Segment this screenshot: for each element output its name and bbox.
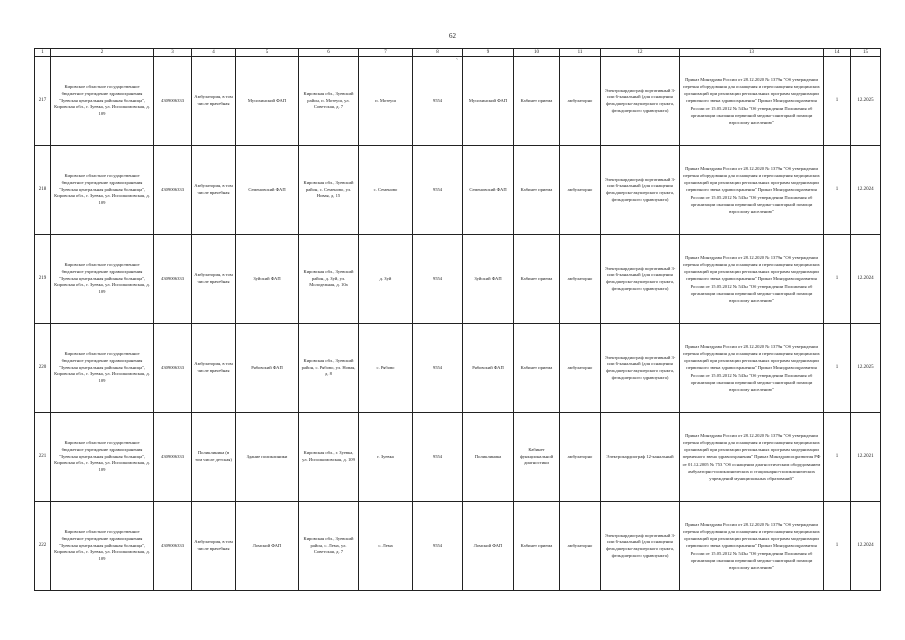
organization-cell: Кировское областное государственное бюджетное учреждение здравоохранения "Зуевская центральная районная больница", Кировская обл., г. Зуевка, ул. Исполкомовская, д. 109 bbox=[51, 502, 154, 591]
column-number: 5 bbox=[236, 49, 299, 57]
organization-cell: Кировское областное государственное бюджетное учреждение здравоохранения "Зуевская центральная районная больница", Кировская обл., г. Зуевка, ул. Исполкомовская, д. 109 bbox=[51, 413, 154, 502]
address-cell: Кировская обл., Зуевский район, п. Мотеуш, ул. Советская, д. 7 bbox=[299, 57, 359, 146]
facility-type-cell: Поликлиника (в том числе детская) bbox=[192, 413, 236, 502]
facility-type-cell: Амбулатория, в том числе врачебная bbox=[192, 146, 236, 235]
basis-cell: Приказ Минздрава России от 28.12.2020 № 1379н "Об утверждении перечня оборудования для оснащения и переоснащения медицинских организаций при реализации региональных программ модернизации первичного звена здравоохранения" Приказ Минздравсоцразвития РФ от 01.12.2005 № 753 "Об оснащении диагностическим оборудованием амбулаторно-поликлинических и стационарно-поликлинических учреждений муниципальных образований" bbox=[680, 413, 824, 502]
address-cell: Кировская обл., Зуевский район, д. Зуй, ул. Молодежная, д. 10а bbox=[299, 235, 359, 324]
unit-cell: Зуйский ФАП bbox=[236, 235, 299, 324]
page-number: 62 bbox=[449, 32, 456, 40]
column-number: 15 bbox=[851, 49, 881, 57]
unit-cell: Рябовский ФАП bbox=[236, 324, 299, 413]
year-cell: 12.2024 bbox=[851, 146, 881, 235]
inn-cell: 4309006333 bbox=[154, 324, 192, 413]
equipment-table bbox=[34, 48, 881, 591]
basis-cell: Приказ Минздрава России от 28.12.2020 № 1379н "Об утверждении перечня оборудования для оснащения и переоснащения медицинских организаций при реализации региональных программ модернизации первичного звена здравоохранения" Приказ Минздравсоцразвития России от 15.05.2012 № 543н "Об утверждении Положения об организации оказания первичной медико-санитарной помощи взрослому населению" bbox=[680, 146, 824, 235]
subunit-cell: Мусихинский ФАП bbox=[463, 57, 514, 146]
unit-cell: Мусихинский ФАП bbox=[236, 57, 299, 146]
table-row bbox=[35, 502, 881, 591]
locality-cell: с. Лема bbox=[359, 502, 413, 591]
code-cell: 9554 bbox=[413, 146, 463, 235]
facility-type-cell: Амбулатория, в том числе врачебная bbox=[192, 502, 236, 591]
room-cell: Кабинет приема bbox=[514, 146, 560, 235]
address-cell: Кировская обл., Зуевский район, с. Семеново, ул. Новая, д. 15 bbox=[299, 146, 359, 235]
year-cell: 12.2024 bbox=[851, 502, 881, 591]
basis-cell: Приказ Минздрава России от 28.12.2020 № 1379н "Об утверждении перечня оборудования для оснащения и переоснащения медицинских организаций при реализации региональных программ модернизации первичного звена здравоохранения" Приказ Минздравсоцразвития России от 15.05.2012 № 543н "Об утверждении Положения об организации оказания первичной медико-санитарной помощи взрослому населению" bbox=[680, 502, 824, 591]
column-number: 10 bbox=[514, 49, 560, 57]
equipment-cell: Электрокардиограф 12-канальный bbox=[601, 413, 680, 502]
column-number: 8 bbox=[413, 49, 463, 57]
room-cell: Кабинет приема bbox=[514, 57, 560, 146]
code-cell: 9554 bbox=[413, 502, 463, 591]
locality-cell: с. Семеново bbox=[359, 146, 413, 235]
mode-cell: амбулаторно bbox=[560, 235, 601, 324]
column-number: 13 bbox=[680, 49, 824, 57]
room-cell: Кабинет функциональной диагностики bbox=[514, 413, 560, 502]
facility-type-cell: Амбулатория, в том числе врачебная bbox=[192, 57, 236, 146]
table-row bbox=[35, 57, 881, 146]
room-cell: Кабинет приема bbox=[514, 324, 560, 413]
code-cell: 9554 bbox=[413, 235, 463, 324]
stray-mark: ` bbox=[456, 59, 458, 65]
organization-cell: Кировское областное государственное бюджетное учреждение здравоохранения "Зуевская центральная районная больница", Кировская обл., г. Зуевка, ул. Исполкомовская, д. 109 bbox=[51, 324, 154, 413]
quantity-cell: 1 bbox=[824, 502, 851, 591]
locality-cell: г. Зуевка bbox=[359, 413, 413, 502]
row-number: 221 bbox=[35, 413, 51, 502]
subunit-cell: Ломский ФАП bbox=[463, 502, 514, 591]
table-row bbox=[35, 235, 881, 324]
equipment-cell: Электрокардиограф портативный 3- или 6-канальный (для оснащения фельдшерско-акушерского пункта, фельдшерского здравпункта) bbox=[601, 324, 680, 413]
table-row bbox=[35, 324, 881, 413]
column-number: 7 bbox=[359, 49, 413, 57]
column-number: 11 bbox=[560, 49, 601, 57]
equipment-cell: Электрокардиограф портативный 3- или 6-канальный (для оснащения фельдшерско-акушерского пункта, фельдшерского здравпункта) bbox=[601, 146, 680, 235]
organization-cell: Кировское областное государственное бюджетное учреждение здравоохранения "Зуевская центральная районная больница", Кировская обл., г. Зуевка, ул. Исполкомовская, д. 109 bbox=[51, 235, 154, 324]
inn-cell: 4309006333 bbox=[154, 146, 192, 235]
locality-cell: п. Мотеуш bbox=[359, 57, 413, 146]
facility-type-cell: Амбулатория, в том числе врачебная bbox=[192, 324, 236, 413]
code-cell: 9554 bbox=[413, 57, 463, 146]
column-number: 4 bbox=[192, 49, 236, 57]
unit-cell: Ломский ФАП bbox=[236, 502, 299, 591]
mode-cell: амбулаторно bbox=[560, 146, 601, 235]
basis-cell: Приказ Минздрава России от 28.12.2020 № 1379н "Об утверждении перечня оборудования для оснащения и переоснащения медицинских организаций при реализации региональных программ модернизации первичного звена здравоохранения" Приказ Минздравсоцразвития России от 15.05.2012 № 543н "Об утверждении Положения об организации оказания первичной медико-санитарной помощи взрослому населению" bbox=[680, 324, 824, 413]
facility-type-cell: Амбулатория, в том числе врачебная bbox=[192, 235, 236, 324]
subunit-cell: Семеновский ФАП bbox=[463, 146, 514, 235]
year-cell: 12.2021 bbox=[851, 413, 881, 502]
organization-cell: Кировское областное государственное бюджетное учреждение здравоохранения "Зуевская центральная районная больница", Кировская обл., г. Зуевка, ул. Исполкомовская, д. 109 bbox=[51, 57, 154, 146]
column-number: 1 bbox=[35, 49, 51, 57]
code-cell: 9554 bbox=[413, 324, 463, 413]
mode-cell: амбулаторно bbox=[560, 57, 601, 146]
subunit-cell: Зуйский ФАП bbox=[463, 235, 514, 324]
column-number-row bbox=[35, 49, 881, 57]
unit-cell: Семеновский ФАП bbox=[236, 146, 299, 235]
year-cell: 12.2025 bbox=[851, 324, 881, 413]
column-number: 14 bbox=[824, 49, 851, 57]
address-cell: Кировская обл., Зуевский район, с. Рябово, ул. Новая, д. 8 bbox=[299, 324, 359, 413]
column-number: 2 bbox=[51, 49, 154, 57]
mode-cell: амбулаторно bbox=[560, 502, 601, 591]
table-row bbox=[35, 413, 881, 502]
table-row bbox=[35, 146, 881, 235]
basis-cell: Приказ Минздрава России от 28.12.2020 № 1379н "Об утверждении перечня оборудования для оснащения и переоснащения медицинских организаций при реализации региональных программ модернизации первичного звена здравоохранения" Приказ Минздравсоцразвития России от 15.05.2012 № 543н "Об утверждении Положения об организации оказания первичной медико-санитарной помощи взрослому населению" bbox=[680, 57, 824, 146]
quantity-cell: 1 bbox=[824, 413, 851, 502]
basis-cell: Приказ Минздрава России от 28.12.2020 № 1379н "Об утверждении перечня оборудования для оснащения и переоснащения медицинских организаций при реализации региональных программ модернизации первичного звена здравоохранения" Приказ Минздравсоцразвития России от 15.05.2012 № 543н "Об утверждении Положения об организации оказания первичной медико-санитарной помощи взрослому населению" bbox=[680, 235, 824, 324]
quantity-cell: 1 bbox=[824, 57, 851, 146]
address-cell: Кировская обл., Зуевский район, с. Лема, ул. Советская, д. 7 bbox=[299, 502, 359, 591]
mode-cell: амбулаторно bbox=[560, 413, 601, 502]
row-number: 218 bbox=[35, 146, 51, 235]
subunit-cell: Рябовский ФАП bbox=[463, 324, 514, 413]
inn-cell: 4309006333 bbox=[154, 502, 192, 591]
code-cell: 9554 bbox=[413, 413, 463, 502]
unit-cell: Здание поликлиники bbox=[236, 413, 299, 502]
row-number: 220 bbox=[35, 324, 51, 413]
quantity-cell: 1 bbox=[824, 146, 851, 235]
row-number: 222 bbox=[35, 502, 51, 591]
inn-cell: 4309006333 bbox=[154, 57, 192, 146]
column-number: 9 bbox=[463, 49, 514, 57]
equipment-cell: Электрокардиограф портативный 3- или 6-канальный (для оснащения фельдшерско-акушерского пункта, фельдшерского здравпункта) bbox=[601, 57, 680, 146]
equipment-cell: Электрокардиограф портативный 3- или 6-канальный (для оснащения фельдшерско-акушерского пункта, фельдшерского здравпункта) bbox=[601, 502, 680, 591]
equipment-cell: Электрокардиограф портативный 3- или 6-канальный (для оснащения фельдшерско-акушерского пункта, фельдшерского здравпункта) bbox=[601, 235, 680, 324]
column-number: 3 bbox=[154, 49, 192, 57]
address-cell: Кировская обл., г. Зуевка, ул. Исполкомовская, д. 109 bbox=[299, 413, 359, 502]
room-cell: Кабинет приема bbox=[514, 235, 560, 324]
mode-cell: амбулаторно bbox=[560, 324, 601, 413]
subunit-cell: Поликлиника bbox=[463, 413, 514, 502]
organization-cell: Кировское областное государственное бюджетное учреждение здравоохранения "Зуевская центральная районная больница", Кировская обл., г. Зуевка, ул. Исполкомовская, д. 109 bbox=[51, 146, 154, 235]
year-cell: 12.2024 bbox=[851, 235, 881, 324]
row-number: 217 bbox=[35, 57, 51, 146]
inn-cell: 4309006333 bbox=[154, 413, 192, 502]
room-cell: Кабинет приема bbox=[514, 502, 560, 591]
row-number: 219 bbox=[35, 235, 51, 324]
column-number: 12 bbox=[601, 49, 680, 57]
quantity-cell: 1 bbox=[824, 235, 851, 324]
inn-cell: 4309006333 bbox=[154, 235, 192, 324]
column-number: 6 bbox=[299, 49, 359, 57]
year-cell: 12.2025 bbox=[851, 57, 881, 146]
quantity-cell: 1 bbox=[824, 324, 851, 413]
locality-cell: д. Зуй bbox=[359, 235, 413, 324]
locality-cell: с. Рябово bbox=[359, 324, 413, 413]
